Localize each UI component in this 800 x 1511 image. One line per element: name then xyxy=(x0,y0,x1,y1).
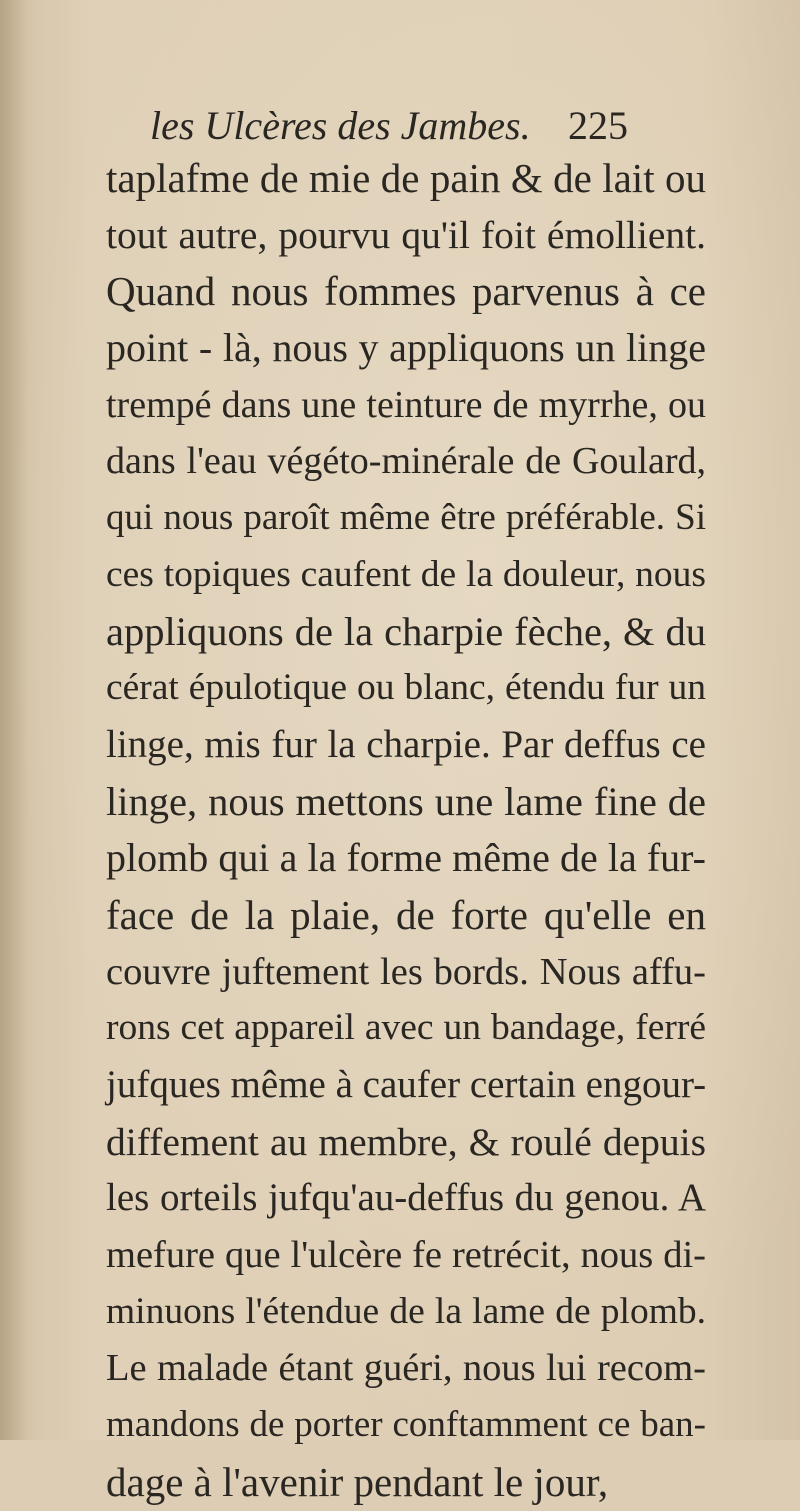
text-line: linge, nous mettons une lame fine de xyxy=(106,778,706,824)
text-line: ces topiques caufent de la douleur, nous xyxy=(106,553,706,595)
text-line: trempé dans une teinture de myrrhe, ou xyxy=(106,383,706,426)
page-number: 225 xyxy=(568,103,628,148)
text-line: face de la plaie, de forte qu'elle en xyxy=(106,891,706,938)
text-line: qui nous paroît même être préférable. Si xyxy=(106,497,706,539)
text-line: plomb qui a la forme même de la fur- xyxy=(106,835,706,881)
text-line: couvre juftement les bords. Nous affu- xyxy=(106,950,706,993)
page-edge-shadow xyxy=(0,0,28,1440)
text-line: Quand nous fommes parvenus à ce xyxy=(106,268,706,315)
text-line: linge, mis fur la charpie. Par deffus ce xyxy=(106,722,706,766)
text-line: Le malade étant guéri, nous lui recom- xyxy=(106,1347,706,1390)
text-line: les orteils jufqu'au-deffus du genou. A xyxy=(106,1176,706,1220)
text-line: dage à l'avenir pendant le jour, xyxy=(106,1458,609,1505)
running-title: les Ulcères des Jambes. xyxy=(150,103,531,148)
text-line: minuons l'étendue de la lame de plomb. xyxy=(106,1290,706,1332)
text-line: appliquons de la charpie fèche, & du xyxy=(106,608,706,654)
text-line: rons cet appareil avec un bandage, ferré xyxy=(106,1007,706,1049)
text-line: tout autre, pourvu qu'il foit émollient. xyxy=(106,212,706,257)
text-line: taplafme de mie de pain & de lait ou xyxy=(106,155,706,201)
text-line: mefure que l'ulcère fe retrécit, nous di- xyxy=(106,1234,706,1277)
text-line: point - là, nous y appliquons un linge xyxy=(106,325,706,371)
text-line: dans l'eau végéto-minérale de Goulard, xyxy=(106,440,706,483)
text-line: jufques même à caufer certain engour- xyxy=(106,1063,707,1106)
text-line: diffement au membre, & roulé depuis xyxy=(106,1119,706,1164)
text-line: mandons de porter conftamment ce ban- xyxy=(106,1404,706,1446)
body-text xyxy=(106,150,706,1511)
text-line: cérat épulotique ou blanc, étendu fur un xyxy=(106,667,706,709)
running-header xyxy=(150,96,710,156)
